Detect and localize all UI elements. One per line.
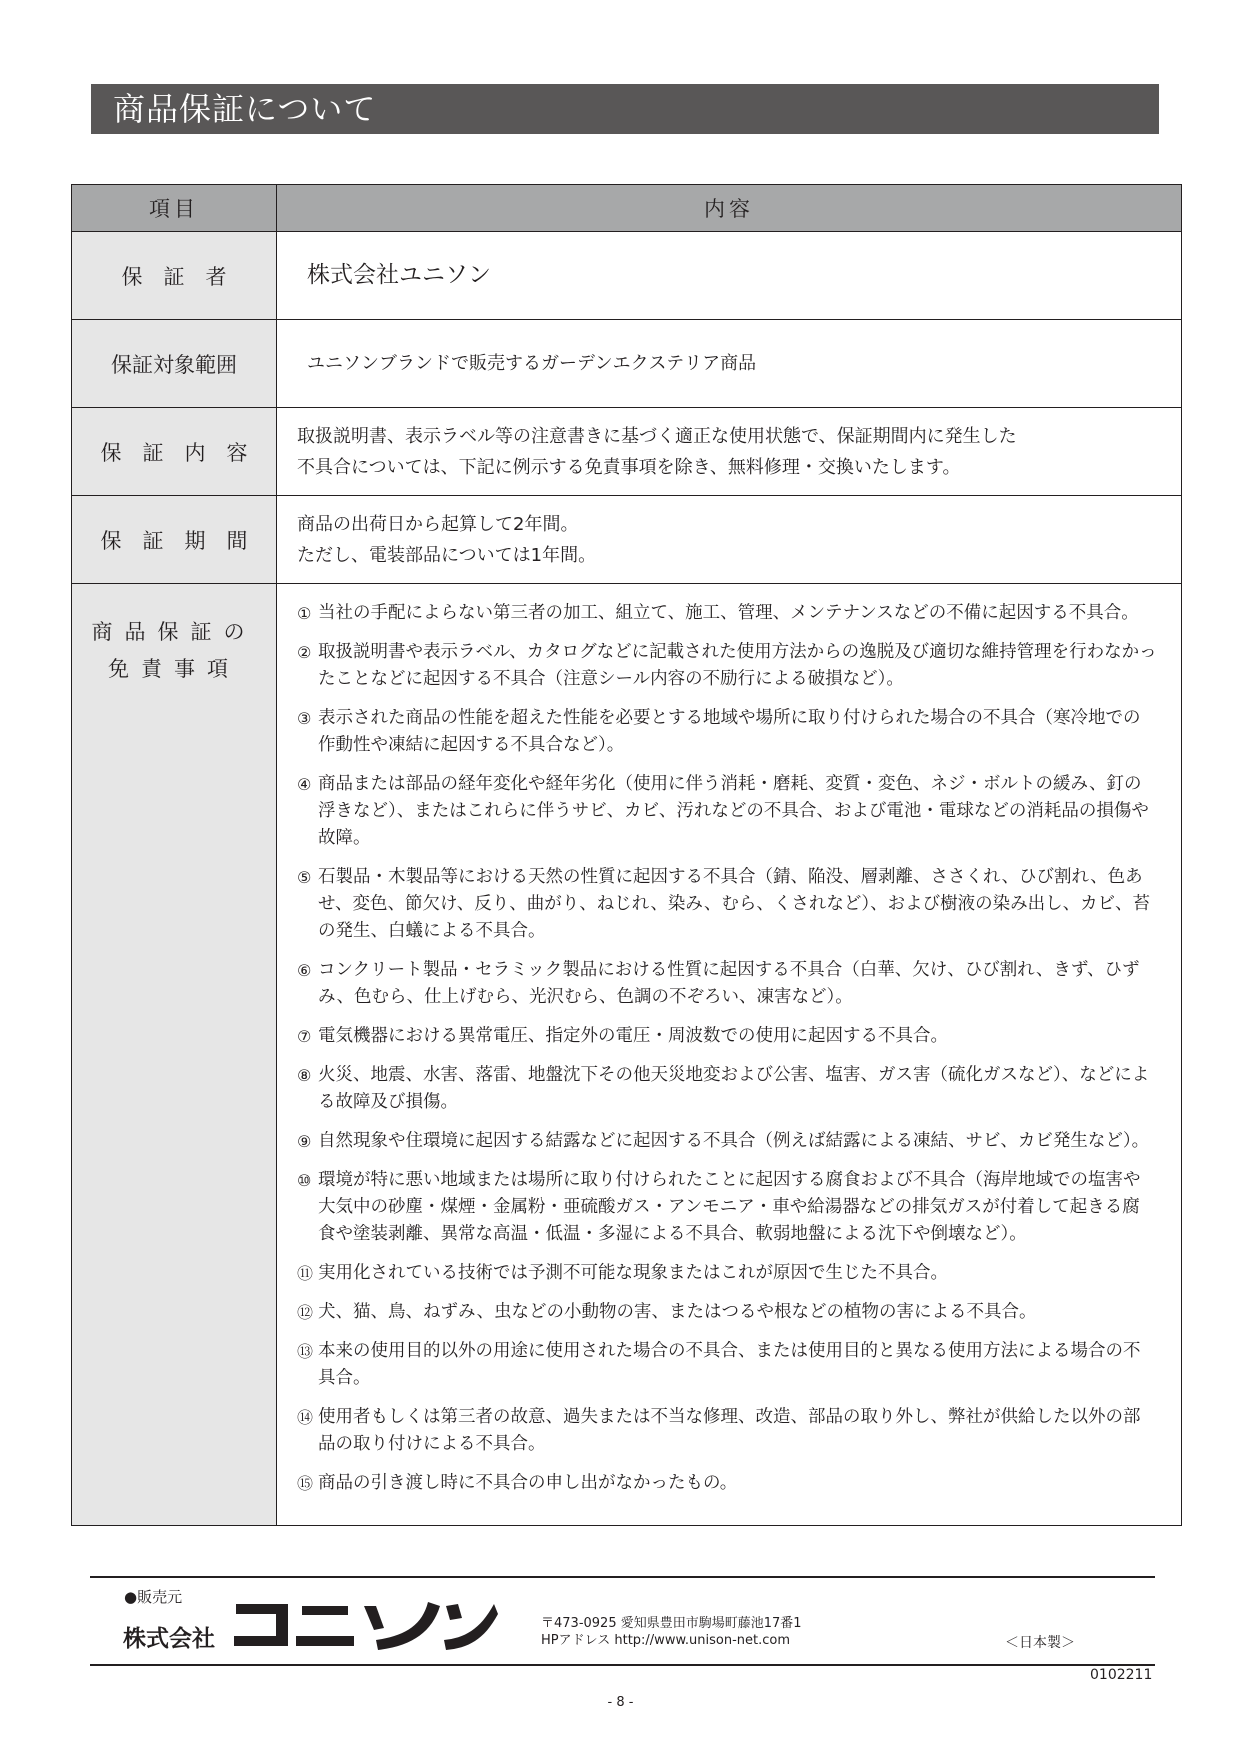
exemption-text: コンクリート製品・セラミック製品における性質に起因する不具合（白華、欠け、ひび割れ、きず、ひずみ、色むら、仕上げむら、光沢むら、色調の不ぞろい、凍害など）。 bbox=[318, 960, 1140, 1007]
address-line-1: 〒473-0925 愛知県豊田市駒場町藤池17番1 bbox=[541, 1616, 802, 1631]
exemption-number: ⑪ bbox=[297, 1264, 314, 1283]
exemption-number: ⑧ bbox=[297, 1066, 312, 1085]
exemption-number: ⑭ bbox=[297, 1408, 314, 1427]
company-address bbox=[541, 1615, 802, 1649]
exemption-number: ① bbox=[297, 604, 312, 623]
exemption-text: 電気機器における異常電圧、指定外の電圧・周波数での使用に起因する不具合。 bbox=[318, 1026, 948, 1046]
exemption-item bbox=[297, 1062, 1157, 1116]
document-code: 0102211 bbox=[1090, 1667, 1153, 1683]
exemption-text: 火災、地震、水害、落雷、地盤沈下その他天災地変および公害、塩害、ガス害（硫化ガスなど）、などによる故障及び損傷。 bbox=[318, 1065, 1150, 1112]
distributor-label: ●販売元 bbox=[124, 1588, 183, 1606]
exemption-item bbox=[297, 1260, 1157, 1287]
period-row bbox=[72, 496, 1182, 584]
exemption-text: 環境が特に悪い地域または場所に取り付けられたことに起因する腐食および不具合（海岸地域での塩害や大気中の砂塵・煤煙・金属粉・亜硫酸ガス・アンモニア・車や給湯器などの排気ガスが付着して起きる腐食や塗装剥離、異常な高温・低温・多湿による不具合、軟弱地盤による沈下や倒壊など）。 bbox=[318, 1170, 1141, 1244]
company-prefix: 株式会社 bbox=[123, 1626, 215, 1652]
exemptions-list bbox=[277, 584, 1182, 1526]
exemption-text: 商品の引き渡し時に不具合の申し出がなかったもの。 bbox=[318, 1473, 738, 1493]
exemption-text: 表示された商品の性能を超えた性能を必要とする地域や場所に取り付けられた場合の不具合（寒冷地での作動性や凍結に起因する不具合など）。 bbox=[318, 708, 1141, 755]
exemption-item bbox=[297, 1404, 1157, 1458]
exemption-text: 取扱説明書や表示ラベル、カタログなどに記載された使用方法からの逸脱及び適切な維持管理を行わなかったことなどに起因する不具合（注意シール内容の不励行による破損など）。 bbox=[318, 642, 1157, 689]
guarantor-value: 株式会社ユニソン bbox=[277, 232, 1182, 320]
exemption-number: ⑫ bbox=[297, 1303, 314, 1322]
period-line-2: ただし、電装部品については1年間。 bbox=[297, 544, 597, 566]
exemption-number: ⑦ bbox=[297, 1027, 312, 1046]
exemption-text: 犬、猫、鳥、ねずみ、虫などの小動物の害、またはつるや根などの植物の害による不具合。 bbox=[318, 1302, 1037, 1322]
exemption-number: ④ bbox=[297, 775, 312, 794]
content-row bbox=[72, 408, 1182, 496]
exemption-item bbox=[297, 1023, 1157, 1050]
exemption-text: 使用者もしくは第三者の故意、過失または不当な修理、改造、部品の取り外し、弊社が供給した以外の部品の取り付けによる不具合。 bbox=[318, 1407, 1141, 1454]
scope-value: ユニソンブランドで販売するガーデンエクステリア商品 bbox=[277, 320, 1182, 408]
exemption-item bbox=[297, 1167, 1157, 1248]
exemption-text: 当社の手配によらない第三者の加工、組立て、施工、管理、メンテナンスなどの不備に起因する不具合。 bbox=[318, 603, 1139, 623]
column-header-item: 項目 bbox=[72, 185, 277, 232]
guarantor-label: 保 証 者 bbox=[72, 232, 277, 320]
period-value bbox=[277, 496, 1182, 584]
exemption-item bbox=[297, 1128, 1157, 1155]
exemption-number: ⑤ bbox=[297, 868, 312, 887]
exemption-item bbox=[297, 600, 1157, 627]
content-value bbox=[277, 408, 1182, 496]
exemption-item bbox=[297, 705, 1157, 759]
exemption-item bbox=[297, 1470, 1157, 1497]
column-header-content: 内容 bbox=[277, 185, 1182, 232]
exemption-item bbox=[297, 1338, 1157, 1392]
exemptions-label bbox=[72, 584, 277, 1526]
exemptions-row bbox=[72, 584, 1182, 1526]
exemption-text: 自然現象や住環境に起因する結露などに起因する不具合（例えば結露による凍結、サビ、カビ発生など）。 bbox=[318, 1131, 1150, 1151]
exemptions-label-line-2: 免責事項 bbox=[108, 657, 240, 681]
scope-row bbox=[72, 320, 1182, 408]
exemption-item bbox=[297, 957, 1157, 1011]
unison-logo bbox=[232, 1596, 500, 1654]
exemption-item bbox=[297, 771, 1157, 852]
scope-label: 保証対象範囲 bbox=[72, 320, 277, 408]
exemption-number: ③ bbox=[297, 709, 312, 728]
guarantor-row bbox=[72, 232, 1182, 320]
exemptions-label-line-1: 商品保証の bbox=[91, 620, 257, 644]
exemption-number: ⑩ bbox=[297, 1171, 312, 1190]
exemption-number: ⑬ bbox=[297, 1342, 314, 1361]
exemption-item bbox=[297, 1299, 1157, 1326]
page-title: 商品保証について bbox=[91, 84, 1159, 134]
exemption-item bbox=[297, 864, 1157, 945]
table-header-row bbox=[72, 185, 1182, 232]
exemption-number: ⑨ bbox=[297, 1132, 312, 1151]
address-line-2: HPアドレス http://www.unison-net.com bbox=[541, 1633, 790, 1648]
footer-divider-bottom bbox=[90, 1664, 1155, 1666]
exemption-item bbox=[297, 639, 1157, 693]
footer-divider-top bbox=[90, 1576, 1155, 1578]
content-line-1: 取扱説明書、表示ラベル等の注意書きに基づく適正な使用状態で、保証期間内に発生した bbox=[297, 425, 1017, 447]
exemption-number: ⑮ bbox=[297, 1474, 314, 1493]
content-label: 保 証 内 容 bbox=[72, 408, 277, 496]
content-line-2: 不具合については、下記に例示する免責事項を除き、無料修理・交換いたします。 bbox=[297, 456, 961, 478]
exemption-text: 本来の使用目的以外の用途に使用された場合の不具合、または使用目的と異なる使用方法による場合の不具合。 bbox=[318, 1341, 1141, 1388]
exemption-text: 石製品・木製品等における天然の性質に起因する不具合（錆、陥没、層剥離、ささくれ、ひび割れ、色あせ、変色、節欠け、反り、曲がり、ねじれ、染み、むら、くされなど）、および樹液の染み出し、カビ、苔の発生、白蟻による不具合。 bbox=[318, 867, 1150, 941]
period-line-1: 商品の出荷日から起算して2年間。 bbox=[297, 513, 579, 535]
period-label: 保 証 期 間 bbox=[72, 496, 277, 584]
exemption-number: ⑥ bbox=[297, 961, 312, 980]
exemption-text: 商品または部品の経年変化や経年劣化（使用に伴う消耗・磨耗、変質・変色、ネジ・ボルトの緩み、釘の浮きなど）、またはこれらに伴うサビ、カビ、汚れなどの不具合、および電池・電球などの消耗品の損傷や故障。 bbox=[318, 774, 1149, 848]
page-number: - 8 - bbox=[607, 1695, 634, 1710]
made-in-label: ＜日本製＞ bbox=[1005, 1635, 1075, 1651]
warranty-table bbox=[71, 184, 1182, 1526]
exemption-number: ② bbox=[297, 643, 312, 662]
exemption-text: 実用化されている技術では予測不可能な現象またはこれが原因で生じた不具合。 bbox=[318, 1263, 948, 1283]
